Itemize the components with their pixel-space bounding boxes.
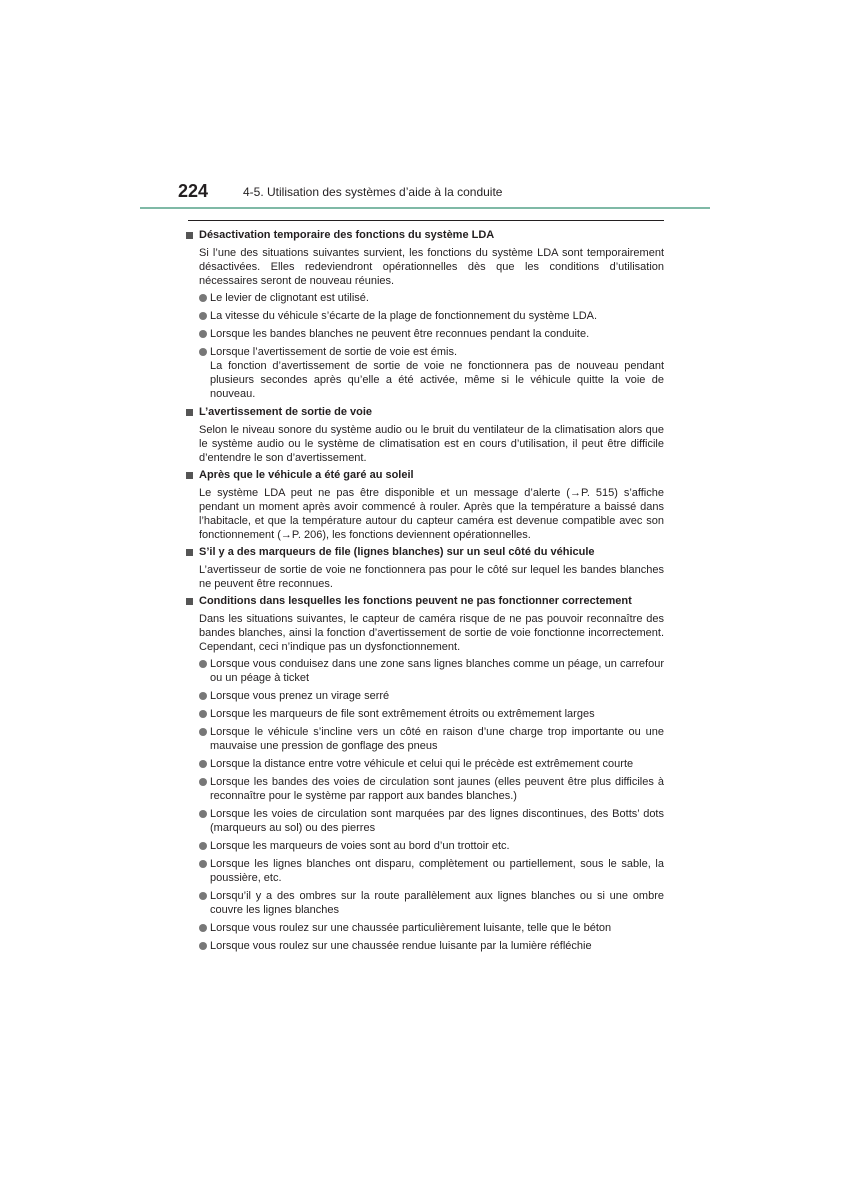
list-item (186, 839, 664, 853)
bullet-dot-icon (199, 760, 207, 768)
bullet-dot-icon (199, 892, 207, 900)
section-body: Si l’une des situations suivantes survient, les fonctions du système LDA sont temporairement désactivées. Elles redeviendront opérationnelles dès que les conditions d’utilisation nécessaires seront de nouveau réunies. (199, 247, 664, 287)
list-item-text: Lorsque vous roulez sur une chaussée rendue luisante par la lumière réfléchie (210, 940, 592, 952)
section-body: Dans les situations suivantes, le capteur de caméra risque de ne pas pouvoir reconnaître des bandes blanches, ainsi la fonction d’avertissement de sortie de voie fonctionne incorrectement. Cependant, ceci n’indique pas un dysfonctionnement. (199, 613, 664, 653)
section (186, 545, 664, 591)
section (186, 228, 664, 401)
section-title (186, 405, 664, 420)
list-item-text: Lorsque vous prenez un virage serré (210, 690, 390, 702)
bullet-dot-icon (199, 330, 207, 338)
section-divider (188, 220, 664, 221)
bullet-dot-icon (199, 860, 207, 868)
section (186, 594, 664, 953)
section-title-text: Désactivation temporaire des fonctions du système LDA (199, 229, 495, 241)
header-rule (140, 207, 710, 209)
section-title-text: Conditions dans lesquelles les fonctions peuvent ne pas fonctionner correctement (199, 595, 632, 607)
list-item-text: Lorsque les marqueurs de file sont extrêmement étroits ou extrêmement larges (210, 708, 595, 720)
bullet-dot-icon (199, 842, 207, 850)
list-item-text: Lorsque les lignes blanches ont disparu, complètement ou partiellement, sous le sable, la poussière, etc. (210, 858, 664, 884)
bullet-dot-icon (199, 778, 207, 786)
list-item-note: La fonction d’avertissement de sortie de voie ne fonctionnera pas de nouveau pendant plusieurs secondes après qu’elle a été activée, même si le véhicule quitte la voie de nouveau. (210, 360, 664, 400)
page-content (186, 228, 664, 957)
section-body: Selon le niveau sonore du système audio ou le bruit du ventilateur de la climatisation alors que le système audio ou le système de climatisation est en cours d’utilisation, il peut être difficile d’entendre le son d’avertissement. (199, 424, 664, 464)
list-item (186, 807, 664, 835)
bullet-dot-icon (199, 660, 207, 668)
section-title-text: Après que le véhicule a été garé au soleil (199, 469, 414, 481)
list-item (186, 775, 664, 803)
bullet-dot-icon (199, 692, 207, 700)
square-bullet-icon (186, 598, 193, 605)
bullet-dot-icon (199, 294, 207, 302)
square-bullet-icon (186, 549, 193, 556)
list-item (186, 707, 664, 721)
section-title (186, 228, 664, 243)
square-bullet-icon (186, 232, 193, 239)
section-title (186, 594, 664, 609)
bullet-dot-icon (199, 942, 207, 950)
bullet-list (186, 291, 664, 401)
list-item (186, 757, 664, 771)
list-item-text: Lorsque la distance entre votre véhicule et celui qui le précède est extrêmement courte (210, 758, 634, 770)
list-item (186, 921, 664, 935)
list-item (186, 291, 664, 305)
bullet-dot-icon (199, 312, 207, 320)
list-item (186, 657, 664, 685)
section-body: Le système LDA peut ne pas être disponible et un message d’alerte (→P. 515) s’affiche pendant un moment après avoir commencé à rouler. Après que la température a baissé dans l’habitacle, et que la température autour du capteur caméra est devenue compatible avec son fonctionnement (→P. 206), les fonctions deviennent opérationnelles. (199, 487, 664, 541)
list-item (186, 857, 664, 885)
list-item (186, 889, 664, 917)
list-item (186, 689, 664, 703)
list-item-text: Lorsque les voies de circulation sont marquées par des lignes discontinues, des Botts’ dots (marqueurs au sol) ou des pierres (210, 808, 664, 834)
list-item (186, 725, 664, 753)
square-bullet-icon (186, 409, 193, 416)
page-number: 224 (178, 181, 209, 201)
bullet-dot-icon (199, 810, 207, 818)
list-item-text: Lorsque les bandes des voies de circulation sont jaunes (elles peuvent être plus difficiles à reconnaître pour le système par rapport aux bandes blanches.) (210, 776, 664, 802)
section-title-text: L’avertissement de sortie de voie (199, 406, 373, 418)
list-item (186, 309, 664, 323)
list-item-text: Le levier de clignotant est utilisé. (210, 292, 369, 304)
list-item-text: Lorsque l’avertissement de sortie de voie est émis. (210, 346, 458, 358)
bullet-dot-icon (199, 728, 207, 736)
square-bullet-icon (186, 472, 193, 479)
bullet-dot-icon (199, 710, 207, 718)
bullet-dot-icon (199, 924, 207, 932)
list-item (186, 939, 664, 953)
bullet-list (186, 657, 664, 953)
section (186, 468, 664, 542)
list-item-text: Lorsque les marqueurs de voies sont au bord d’un trottoir etc. (210, 840, 510, 852)
section-title (186, 468, 664, 483)
section-title-text: S’il y a des marqueurs de file (lignes blanches) sur un seul côté du véhicule (199, 546, 595, 558)
section-body: L’avertisseur de sortie de voie ne fonctionnera pas pour le côté sur lequel les bandes blanches ne peuvent être reconnues. (199, 564, 664, 590)
list-item-text: Lorsque le véhicule s’incline vers un côté en raison d’une charge trop importante ou une mauvaise une pression de gonflage des pneus (210, 726, 664, 752)
section (186, 405, 664, 465)
list-item-text: Lorsqu’il y a des ombres sur la route parallèlement aux lignes blanches ou si une ombre couvre les lignes blanches (210, 890, 664, 916)
list-item (186, 327, 664, 341)
list-item-text: Lorsque vous roulez sur une chaussée particulièrement luisante, telle que le béton (210, 922, 612, 934)
chapter-title: 4-5. Utilisation des systèmes d’aide à la conduite (243, 185, 503, 199)
list-item-text: Lorsque les bandes blanches ne peuvent être reconnues pendant la conduite. (210, 328, 590, 340)
section-title (186, 545, 664, 560)
list-item-text: La vitesse du véhicule s’écarte de la plage de fonctionnement du système LDA. (210, 310, 598, 322)
bullet-dot-icon (199, 348, 207, 356)
list-item (186, 345, 664, 401)
list-item-text: Lorsque vous conduisez dans une zone sans lignes blanches comme un péage, un carrefour ou un péage à ticket (210, 658, 664, 684)
